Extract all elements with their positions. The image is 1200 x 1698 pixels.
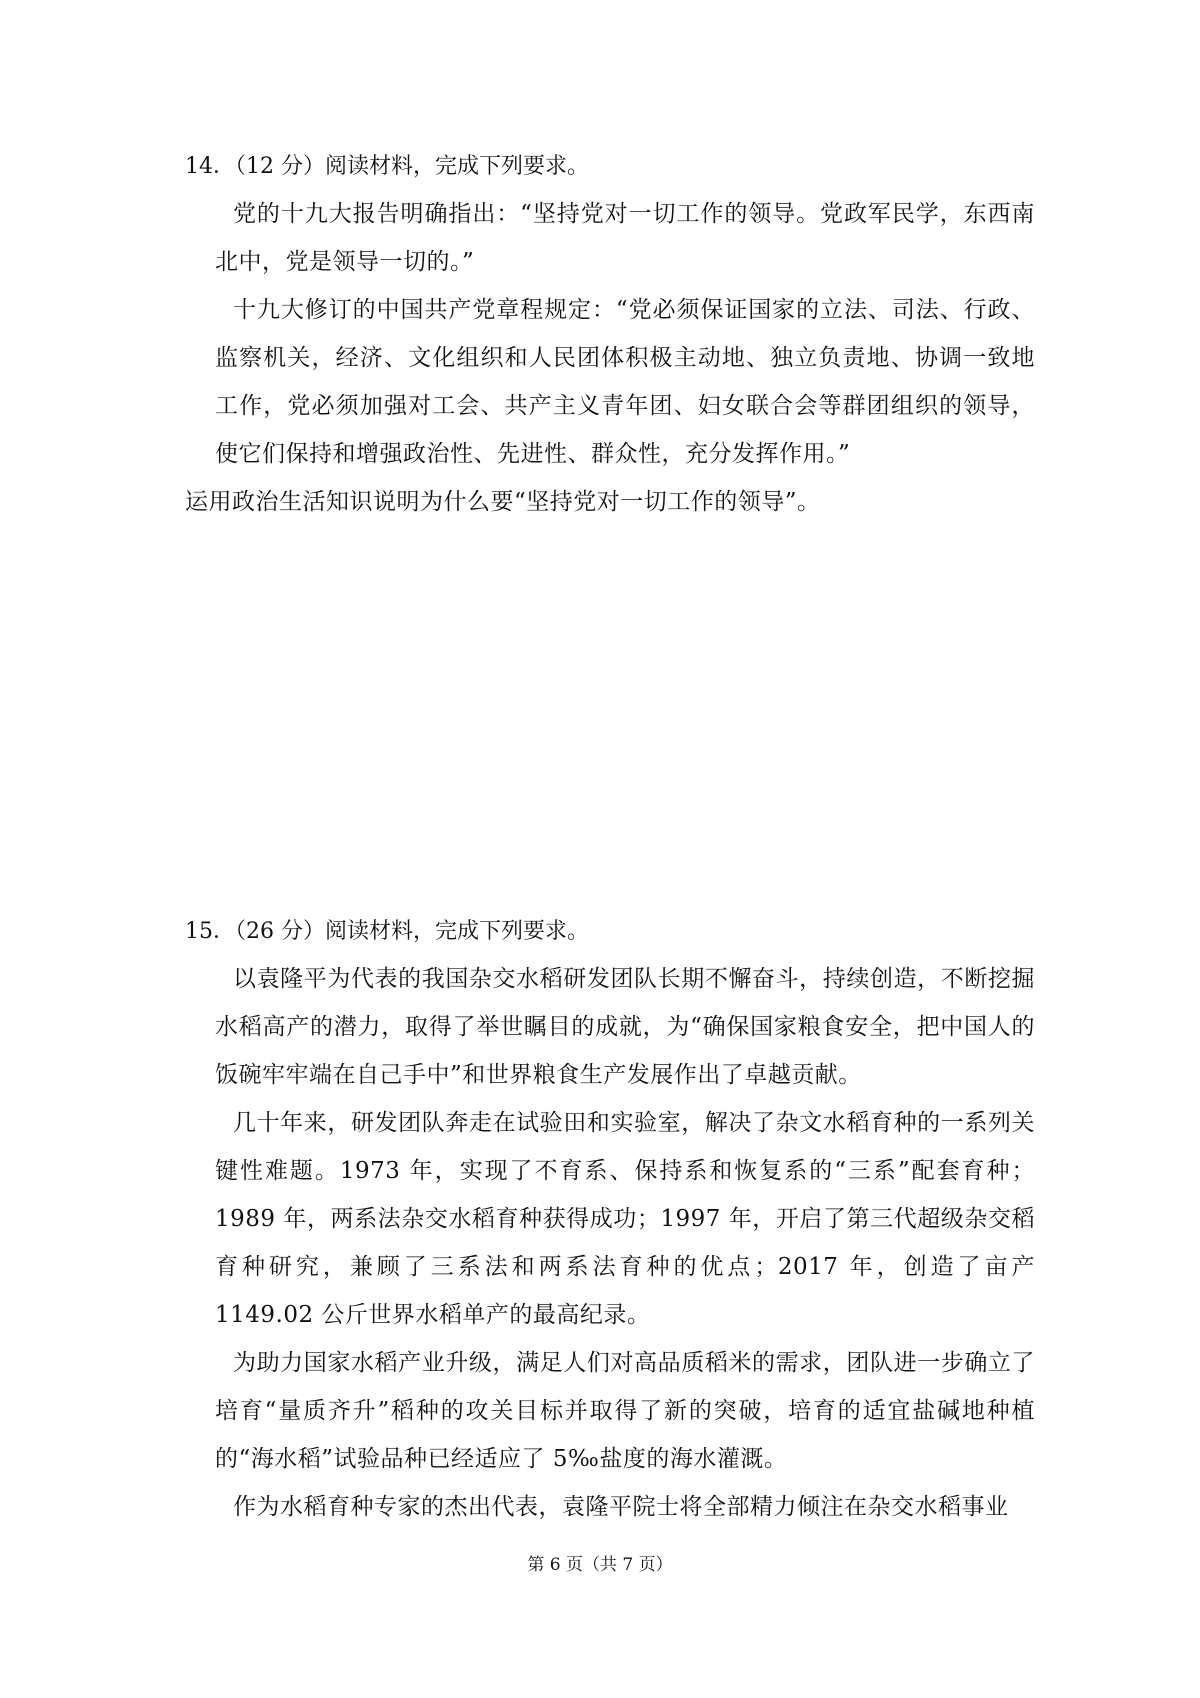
- question-14-heading: 14．（12 分）阅读材料，完成下列要求。: [185, 154, 589, 179]
- question-15-material-2: 几十年来，研发团队奔走在试验田和实验室，解决了杂文水稻育种的一系列关键性难题。1973 年，实现了不育系、保持系和恢复系的“三系”配套育种；1989 年，两系法杂交水稻育种获得成功；1997 年，开启了第三代超级杂交稻育种研究，兼顾了三系法和两系法育种的优点；2017 年，创造了亩产 1149.02 公斤世界水稻单产的最高纪录。: [215, 1110, 1035, 1328]
- question-15-material-3: 为助力国家水稻产业升级，满足人们对高品质稻米的需求，团队进一步确立了培育“量质齐升”稻种的攻关目标并取得了新的突破，培育的适宜盐碱地种植的“海水稻”试验品种已经适应了 5‰盐度的海水灌溉。: [215, 1350, 1035, 1472]
- page-number-footer: 第 6 页（共 7 页）: [527, 1555, 673, 1575]
- question-15-material-4: 作为水稻育种专家的杰出代表，袁隆平院士将全部精力倾注在杂交水稻事业: [233, 1494, 1009, 1520]
- question-15-heading: 15．（26 分）阅读材料，完成下列要求。: [185, 919, 589, 944]
- question-14-material-2: 十九大修订的中国共产党章程规定：“党必须保证国家的立法、司法、行政、监察机关，经济、文化组织和人民团体积极主动地、独立负责地、协调一致地工作，党必须加强对工会、共产主义青年团、妇女联合会等群团组织的领导，使它们保持和增强政治性、先进性、群众性，充分发挥作用。”: [215, 297, 1035, 467]
- question-15: [185, 915, 1035, 1531]
- question-14-material-1: 党的十九大报告明确指出：“坚持党对一切工作的领导。党政军民学，东西南北中，党是领导一切的。”: [215, 201, 1035, 275]
- question-14: [185, 150, 1035, 526]
- question-15-material-1: 以袁隆平为代表的我国杂交水稻研发团队长期不懈奋斗，持续创造，不断挖掘水稻高产的潜力，取得了举世瞩目的成就，为“确保国家粮食安全，把中国人的饭碗牢牢端在自己手中”和世界粮食生产发展作出了卓越贡献。: [215, 966, 1035, 1088]
- question-14-prompt: 运用政治生活知识说明为什么要“坚持党对一切工作的领导”。: [185, 489, 821, 515]
